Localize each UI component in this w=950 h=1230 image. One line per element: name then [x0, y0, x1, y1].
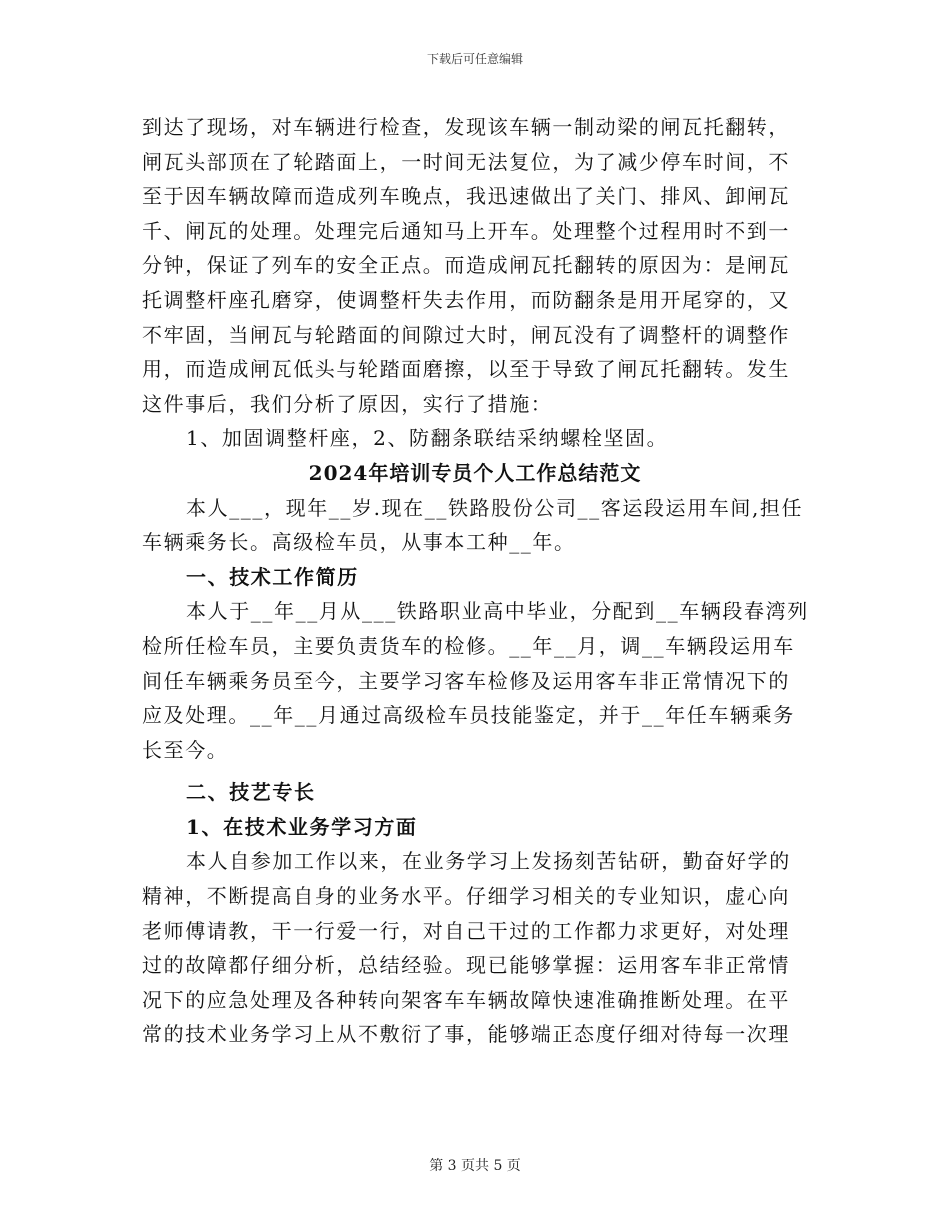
text-line: 精神，不断提高自身的业务水平。仔细学习相关的专业知识，虚心向 [142, 884, 790, 909]
text-line: 应及处理。__年__月通过高级检车员技能鉴定，并于__年任车辆乘务 [142, 703, 795, 728]
subsection-heading-study: 1、在技术业务学习方面 [186, 814, 418, 839]
text-line: 本人自参加工作以来，在业务学习上发扬刻苦钻研，勤奋好学的 [186, 849, 791, 874]
text-line: 用，而造成闸瓦低头与轮踏面磨擦，以至于导致了闸瓦托翻转。发生 [142, 357, 790, 382]
text-line: 车辆乘务长。高级检车员，从事本工种__年。 [142, 530, 576, 555]
measures-line: 1、加固调整杆座，2、防翻条联结采纳螺栓坚固。 [186, 426, 669, 451]
document-title: 2024年培训专员个人工作总结范文 [308, 460, 642, 485]
text-line: 这件事后，我们分析了原因，实行了措施： [142, 391, 553, 416]
spacer [142, 767, 808, 775]
paragraph-study [142, 844, 808, 1052]
paragraph-intro [142, 491, 808, 560]
text-line: 老师傅请教，干一行爱一行，对自己干过的工作都力求更好，对处理 [142, 918, 790, 943]
text-line: 千、闸瓦的处理。处理完后通知马上开车。处理整个过程用时不到一 [142, 218, 790, 243]
page-number: 第 3 页共 5 页 [429, 1158, 521, 1174]
text-line: 不牢固，当闸瓦与轮踏面的间隙过大时，闸瓦没有了调整杆的调整作 [142, 322, 790, 347]
text-line: 常的技术业务学习上从不敷衍了事，能够端正态度仔细对待每一次理 [142, 1022, 790, 1047]
text-line: 况下的应急处理及各种转向架客车车辆故障快速准确推断处理。在平 [142, 987, 790, 1012]
text-line: 过的故障都仔细分析，总结经验。现已能够掌握：运用客车非正常情 [142, 953, 790, 978]
paragraph-incident [142, 110, 808, 421]
text-line: 至于因车辆故障而造成列车晚点，我迅速做出了关门、排风、卸闸瓦 [142, 184, 790, 209]
section-heading-skills: 二、技艺专长 [186, 780, 316, 805]
text-line: 长至今。 [142, 737, 229, 762]
document-body [142, 110, 808, 1052]
text-line: 本人于__年__月从___铁路职业高中毕业，分配到__车辆段春湾列 [186, 599, 809, 624]
paragraph-resume [142, 594, 808, 767]
text-line: 到达了现场，对车辆进行检查，发现该车辆一制动梁的闸瓦托翻转， [142, 115, 790, 139]
text-line: 本人___，现年__岁.现在__铁路股份公司__客运段运用车间,担任 [186, 495, 804, 520]
text-line: 分钟，保证了列车的安全正点。而造成闸瓦托翻转的原因为：是闸瓦 [142, 253, 790, 278]
text-line: 闸瓦头部顶在了轮踏面上，一时间无法复位，为了减少停车时间，不 [142, 149, 790, 174]
page-header: 下载后可任意编辑 [426, 52, 523, 66]
text-line: 托调整杆座孔磨穿，使调整杆失去作用，而防翻条是用开尾穿的，又 [142, 287, 790, 312]
text-line: 间任车辆乘务员至今，主要学习客车检修及运用客车非正常情况下的 [142, 668, 790, 693]
section-heading-technical-resume: 一、技术工作简历 [186, 564, 359, 589]
text-line: 检所任检车员，主要负责货车的检修。__年__月，调__车辆段运用车 [142, 633, 795, 658]
